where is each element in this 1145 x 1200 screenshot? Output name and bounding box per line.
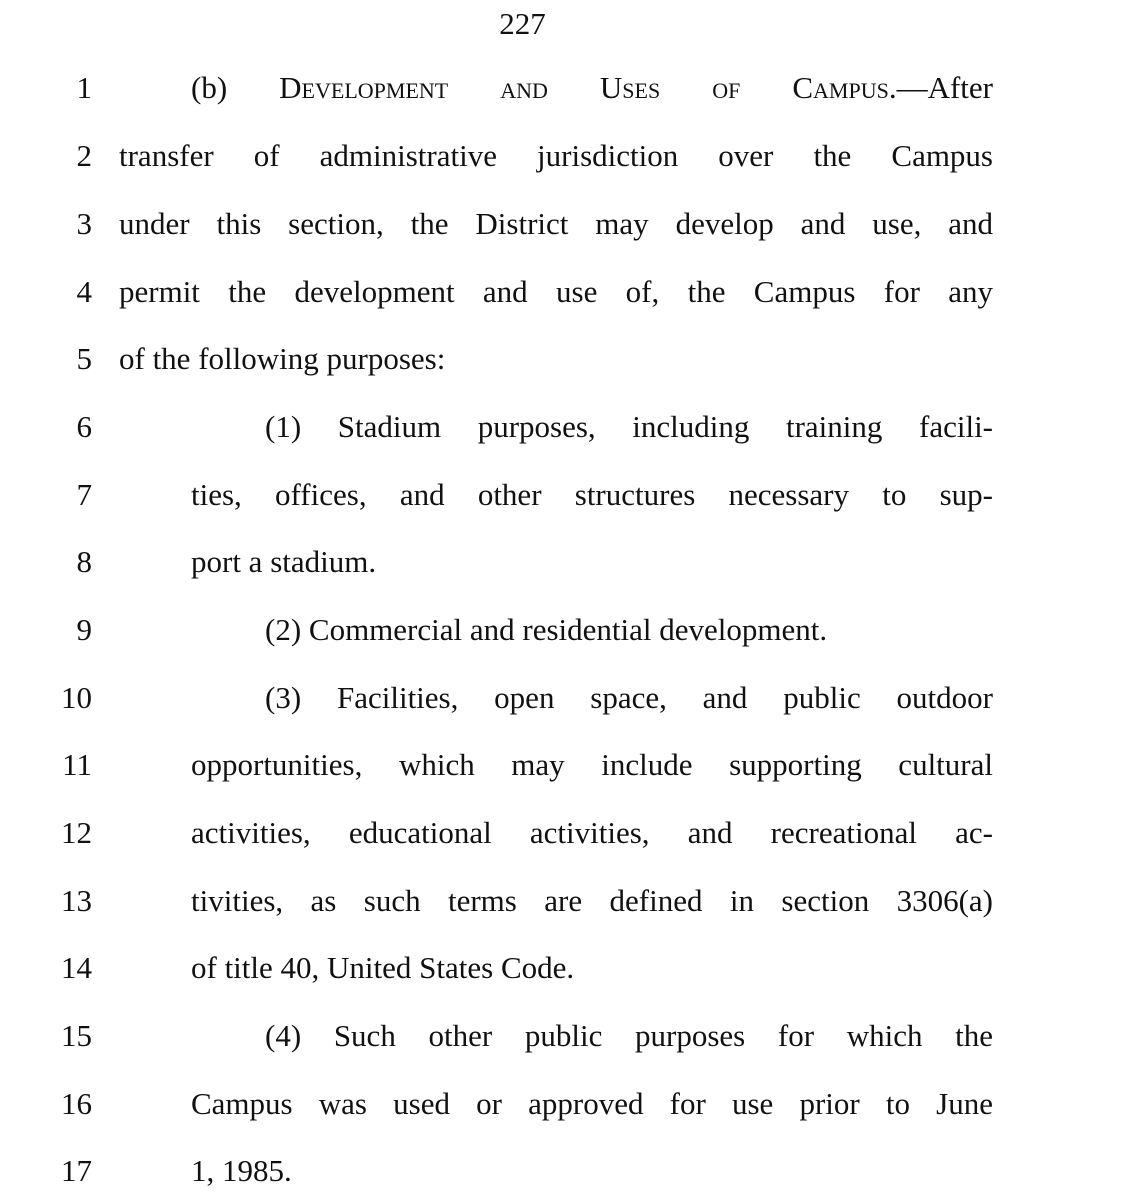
line-text: of title 40, United States Code. bbox=[191, 950, 575, 985]
line-number: 11 bbox=[62, 747, 92, 782]
text-line bbox=[0, 811, 1145, 855]
line-number: 15 bbox=[61, 1018, 92, 1053]
line-number: 12 bbox=[61, 815, 92, 850]
text-line bbox=[0, 879, 1145, 923]
line-number: 3 bbox=[76, 206, 92, 241]
line-number: 1 bbox=[76, 70, 92, 105]
line-number: 8 bbox=[76, 544, 92, 579]
line-number: 13 bbox=[61, 883, 92, 918]
line-number: 17 bbox=[61, 1153, 92, 1188]
subsection-label: (b) bbox=[191, 70, 280, 105]
line-text bbox=[191, 66, 993, 110]
subsection-heading: Development and Uses of Campus. bbox=[279, 70, 897, 105]
text-line bbox=[0, 608, 1145, 652]
line-text: port a stadium. bbox=[191, 544, 377, 579]
line-text: 1, 1985. bbox=[191, 1153, 292, 1188]
line-text: (2) Commercial and residential development. bbox=[265, 612, 828, 647]
line-number: 6 bbox=[76, 409, 92, 444]
line-text: Campus was used or approved for use prior to June bbox=[191, 1086, 993, 1121]
page-number: 227 bbox=[499, 6, 546, 41]
line-text: permit the development and use of, the Campus for any bbox=[119, 274, 993, 309]
line-text: (3) Facilities, open space, and public outdoor bbox=[265, 680, 993, 715]
text-line bbox=[0, 473, 1145, 517]
line-number: 14 bbox=[61, 950, 92, 985]
line-text: opportunities, which may include supporting cultural bbox=[191, 747, 993, 782]
text-line bbox=[0, 337, 1145, 381]
line-text: (4) Such other public purposes for which the bbox=[265, 1018, 993, 1053]
line-text: tivities, as such terms are defined in section 3306(a) bbox=[191, 883, 993, 918]
text-line bbox=[0, 676, 1145, 720]
line-text: of the following purposes: bbox=[119, 341, 446, 376]
line-number: 2 bbox=[76, 138, 92, 173]
line-text: activities, educational activities, and recreational ac- bbox=[191, 815, 993, 850]
line-number: 16 bbox=[61, 1086, 92, 1121]
text-line bbox=[0, 270, 1145, 314]
text-line bbox=[0, 1014, 1145, 1058]
line-number: 5 bbox=[76, 341, 92, 376]
text-line bbox=[0, 946, 1145, 990]
line-number: 10 bbox=[61, 680, 92, 715]
line-number: 4 bbox=[76, 274, 92, 309]
line-text: under this section, the District may develop and use, and bbox=[119, 206, 993, 241]
text-line bbox=[0, 540, 1145, 584]
text-line bbox=[0, 202, 1145, 246]
line-text: ties, offices, and other structures necessary to sup- bbox=[191, 477, 993, 512]
line-text: transfer of administrative jurisdiction over the Campus bbox=[119, 138, 993, 173]
text-line bbox=[0, 743, 1145, 787]
text-line bbox=[0, 405, 1145, 449]
line-number: 9 bbox=[76, 612, 92, 647]
text-line bbox=[0, 134, 1145, 178]
text-line bbox=[0, 1082, 1145, 1126]
subsection-heading-suffix: —After bbox=[896, 70, 993, 105]
text-line bbox=[0, 1149, 1145, 1193]
text-line bbox=[0, 66, 1145, 110]
line-text: (1) Stadium purposes, including training facili- bbox=[265, 409, 993, 444]
line-number: 7 bbox=[76, 477, 92, 512]
